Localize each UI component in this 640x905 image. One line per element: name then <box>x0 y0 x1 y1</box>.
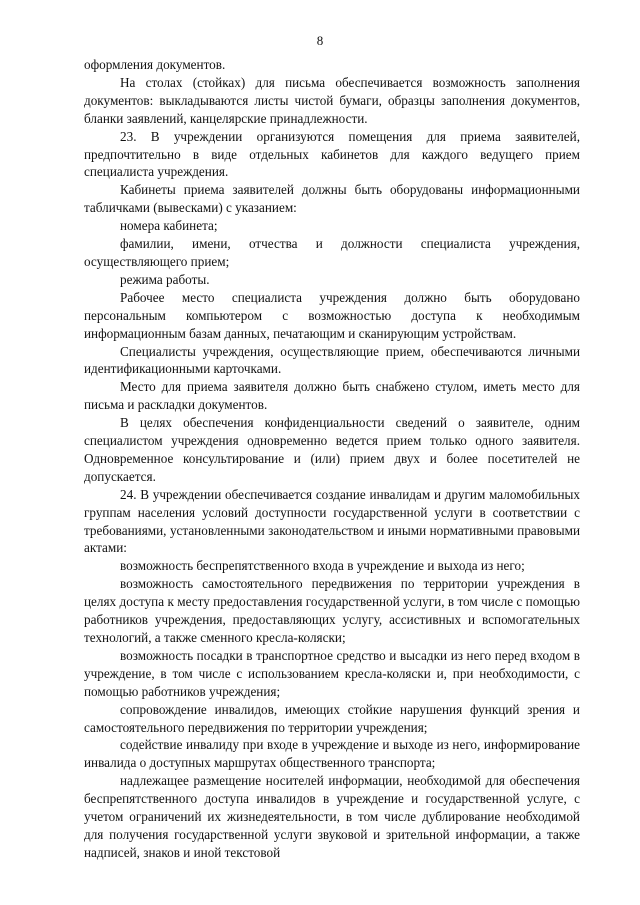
paragraph-confidentiality: В целях обеспечения конфиденциальности сведений о заявителе, одним специалистом учреждения одновременно ведется прием только одного заявителя. Одновременное консультирование и (или) прием двух и более посетителей не допускается. <box>84 415 580 484</box>
paragraph-workplace-equipment: Рабочее место специалиста учреждения должно быть оборудовано персональным компьютером с возможностью доступа к необходимым информационным базам данных, печатающим и сканирующим устройствам. <box>84 289 580 341</box>
paragraph-section-24: 24. В учреждении обеспечивается создание инвалидам и другим маломобильных группам населения условий доступности государственной услуги в соответствии с требованиями, установленными законодательством и иными нормативными правовыми актами: <box>84 486 580 556</box>
paragraph-office-signs: Кабинеты приема заявителей должны быть оборудованы информационными табличками (вывесками) с указанием: <box>84 182 580 216</box>
list-item-office-number: номера кабинета; <box>120 218 218 234</box>
list-item-free-entry: возможность беспрепятственного входа в учреждение и выхода из него; <box>120 558 525 574</box>
list-item-escort: сопровождение инвалидов, имеющих стойкие нарушения функций зрения и самостоятельного передвижения по территории учреждения; <box>84 701 580 735</box>
page-number: 8 <box>316 33 324 48</box>
paragraph-id-cards: Специалисты учреждения, осуществляющие прием, обеспечиваются личными идентификационными карточками. <box>84 343 580 377</box>
paragraph-applicant-seat: Место для приема заявителя должно быть снабжено стулом, иметь место для письма и раскладки документов. <box>84 379 580 413</box>
list-item-transport-boarding: возможность посадки в транспортное средство и высадки из него перед входом в учреждение, в том числе с использованием кресла-коляски и, при необходимости, с помощью работников учреждения; <box>84 647 580 699</box>
paragraph-continuation: оформления документов. <box>84 57 226 72</box>
paragraph-section-23: 23. В учреждении организуются помещения для приема заявителей, предпочтительно в виде отдельных кабинетов для каждого ведущего прием специалиста учреждения. <box>84 128 580 180</box>
list-item-assistance: содействие инвалиду при входе в учреждение и выходе из него, информирование инвалида о доступных маршрутах общественного транспорта; <box>84 737 580 771</box>
paragraph-writing-tables: На столах (стойках) для письма обеспечивается возможность заполнения документов: выкладываются листы чистой бумаги, образцы заполнения документов, бланки заявлений, канцелярские принадлежности. <box>84 74 580 126</box>
list-item-work-hours: режима работы. <box>120 271 210 287</box>
list-item-information-placement: надлежащее размещение носителей информации, необходимой для обеспечения беспрепятственного доступа инвалидов в учреждение и государственной услуге, с учетом ограничений их жизнедеятельности, в том числе дублирование необходимой для получения государственной услуги звуковой и зрительной информации, а также надписей, знаков и иной текстовой <box>84 773 580 860</box>
list-item-specialist-name: фамилии, имени, отчества и должности специалиста учреждения, осуществляющего прием; <box>84 236 580 269</box>
list-item-independent-movement: возможность самостоятельного передвижения по территории учреждения в целях доступа к месту предоставления государственной услуги, в том числе с помощью работников учреждения, предоставляющих услугу, ассистивных и вспомогательных технологий, а также сменного кресла-коляски; <box>84 576 580 645</box>
document-body <box>84 56 580 862</box>
